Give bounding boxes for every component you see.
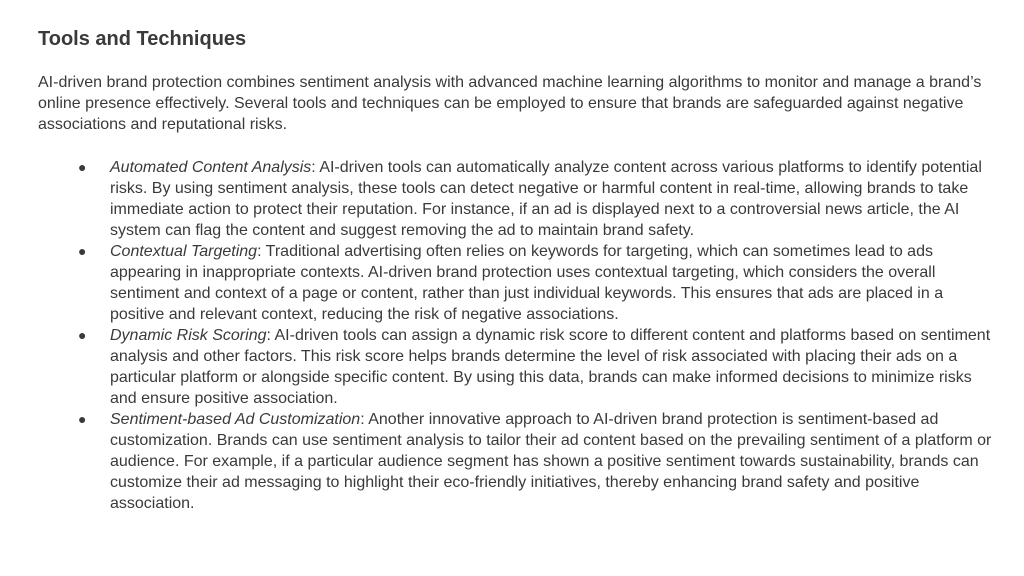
item-separator: : bbox=[360, 411, 369, 428]
item-term: Dynamic Risk Scoring bbox=[110, 327, 267, 344]
intro-paragraph: AI-driven brand protection combines sentiment analysis with advanced machine learning algorithms to monitor and manage a brand’s online presence effectively. Several tools and techniques can be employed to ensure that brands are safeguarded against negative associations and reputational risks. bbox=[38, 74, 982, 133]
bullet-icon: ● bbox=[78, 411, 87, 427]
item-text: Another innovative approach to AI-driven brand protection is sentiment-based ad customization. Brands can use sentiment analysis to tailor their ad content based on the prevailing sentiment of a platform or audience. For example, if a particular audience segment has shown a positive sentiment towards sustainability, brands can customize their ad messaging to highlight their eco-friendly initiatives, thereby enhancing brand safety and positive association. bbox=[110, 411, 992, 512]
list-item bbox=[38, 241, 996, 325]
item-text: AI-driven tools can automatically analyze content across various platforms to identify potential risks. By using sentiment analysis, these tools can detect negative or harmful content in real-time, allowing brands to take immediate action to protect their reputation. For instance, if an ad is displayed next to a controversial news article, the AI system can flag the content and suggest removing the ad to maintain brand safety. bbox=[110, 159, 982, 239]
item-separator: : bbox=[266, 327, 275, 344]
item-text: Traditional advertising often relies on keywords for targeting, which can sometimes lead to ads appearing in inappropriate contexts. AI-driven brand protection uses contextual targeting, which considers the overall sentiment and context of a page or content, rather than just individual keywords. This ensures that ads are placed in a positive and relevant context, reducing the risk of negative associations. bbox=[110, 243, 944, 323]
bullet-icon: ● bbox=[78, 243, 87, 259]
item-term: Sentiment-based Ad Customization bbox=[110, 411, 361, 428]
item-separator: : bbox=[257, 243, 266, 260]
bullet-icon: ● bbox=[78, 159, 87, 175]
item-term: Automated Content Analysis bbox=[110, 159, 312, 176]
list-item bbox=[38, 157, 996, 241]
item-text: AI-driven tools can assign a dynamic risk score to different content and platforms based on sentiment analysis and other factors. This risk score helps brands determine the level of risk associated with placing their ads on a particular platform or alongside specific content. By using this data, brands can make informed decisions to minimize risks and ensure positive association. bbox=[110, 327, 991, 407]
item-separator: : bbox=[311, 159, 320, 176]
item-term: Contextual Targeting bbox=[110, 243, 258, 260]
bullet-icon: ● bbox=[78, 327, 87, 343]
section-title: Tools and Techniques bbox=[38, 28, 247, 50]
list-item bbox=[38, 409, 996, 514]
techniques-list bbox=[38, 157, 996, 514]
list-item bbox=[38, 325, 996, 409]
